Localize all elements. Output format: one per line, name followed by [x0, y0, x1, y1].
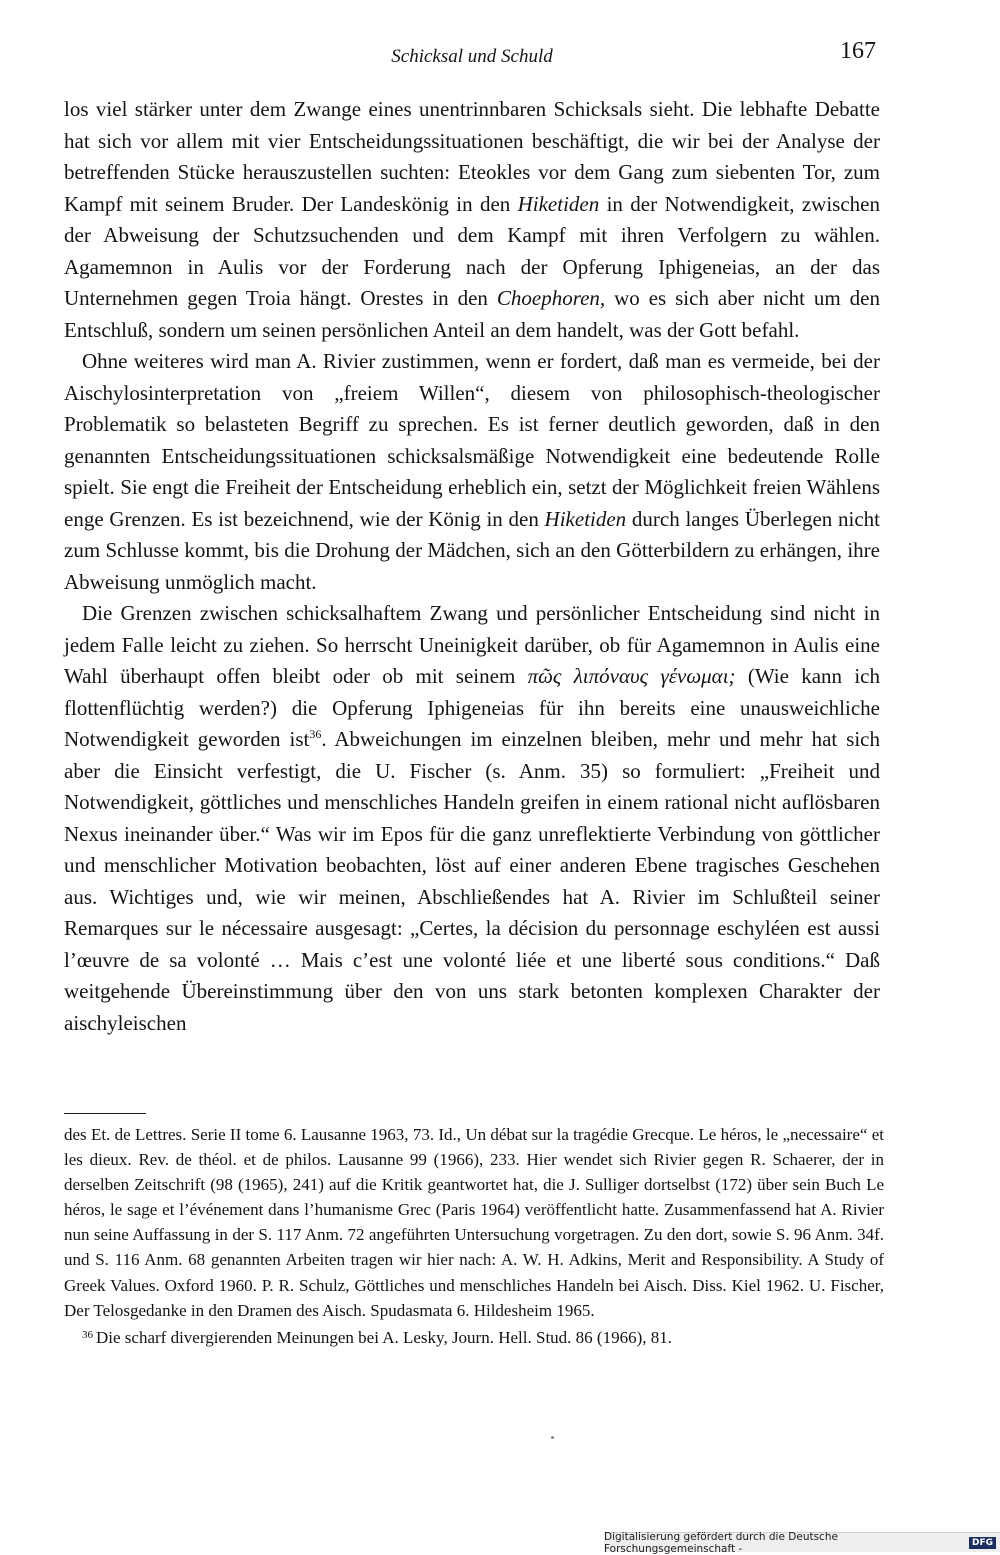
dfg-logo: DFG — [969, 1537, 996, 1549]
footnote-separator — [64, 1113, 146, 1114]
main-text — [64, 94, 880, 1039]
paragraph-2 — [64, 346, 880, 598]
text-span: (Wie kann ich flottenflüchtig werden?) die Opferung Iphigeneias für ihn bereits eine unausweichliche Notwendigkeit geworden ist — [64, 664, 880, 751]
text-span: in der Notwendigkeit, zwischen der Abweisung der Schutzsuchenden und dem Kampf mit ihren Verfolgern zu wählen. Agamemnon in Aulis vor der Forderung nach der Opferung Iphigeneias, an der das Unternehmen gegen Troia hängt. Orestes in den — [64, 191, 880, 310]
page-number: 167 — [840, 38, 876, 64]
paragraph-1 — [64, 94, 880, 346]
scan-speck — [551, 1436, 554, 1439]
digitization-credit — [604, 1530, 1000, 1555]
running-head: Schicksal und Schuld — [391, 46, 553, 67]
text-span: durch langes Überlegen nicht zum Schlusse kommt, bis die Drohung der Mädchen, sich an den Götterbildern zu erhängen, ihre Abweisung unmöglich macht. — [64, 506, 880, 594]
footnote-text: Die scharf divergierenden Meinungen bei A. Lesky, Journ. Hell. Stud. 86 (1966), 81. — [96, 1327, 672, 1347]
italic-title-hiketiden: Hiketiden — [517, 191, 600, 216]
footnote-reference-36[interactable]: 36 — [309, 727, 322, 741]
footnote-marker: 36 — [82, 1328, 93, 1341]
greek-quote: πῶς λιπόναυς γένωμαι; — [527, 664, 736, 688]
footnote-continuation: des Et. de Lettres. Serie II tome 6. Lausanne 1963, 73. Id., Un débat sur la tragédie Grecque. Le héros, le „necessaire“ et les dieux. Rev. de théol. et de philos. Lausanne 99 (1966), 233. Hier wendet sich Rivier gegen R. Schaerer, der in derselben Zeitschrift (98 (1965), 241) auf die Kritik geantwortet hat, die J. Sulliger dortselbst (172) über sein Buch Le héros, le sage et l’événement dans l’humanisme Grec (Paris 1964) veröffentlicht hatte. Zusammenfassend hat A. Rivier nun seine Auffassung in der S. 117 Anm. 72 angeführten Untersuchung vorgetragen. Zu den dort, sowie S. 96 Anm. 34f. und S. 116 Anm. 68 genannten Arbeiten tragen wir hier nach: A. W. H. Adkins, Merit and Responsibility. A Study of Greek Values. Oxford 1960. P. R. Schulz, Göttliches und menschliches Handeln bei Aisch. Diss. Kiel 1962. U. Fischer, Der Telosgedanke in den Dramen des Aisch. Spudasmata 6. Hildesheim 1965. — [64, 1125, 884, 1320]
text-span: Die Grenzen zwischen schicksalhaftem Zwang und persönlicher Entscheidung sind nicht in jedem Falle leicht zu ziehen. So herrscht Uneinigkeit darüber, ob für Agamemnon in Aulis eine Wahl überhaupt offen bleibt oder ob mit seinem — [64, 601, 880, 688]
footnote-36 — [64, 1323, 884, 1350]
italic-title-choephoren: Choephoren, — [496, 286, 606, 310]
credit-text: Digitalisierung gefördert durch die Deutsche Forschungsgemeinschaft - — [604, 1530, 838, 1555]
text-span: Ohne weiteres wird man A. Rivier zustimmen, wenn er fordert, daß man es vermeide, bei der Aischylosinterpretation von „freiem Willen“, diesem von philosophisch-theologischer Problematik so belasteten Begriff zu sprechen. Es ist ferner deutlich geworden, daß in den genannten Entscheidungssituationen schicksalsmäßige Notwendigkeit eine bedeutende Rolle spielt. Sie engt die Freiheit der Entscheidung erheblich ein, setzt der Möglichkeit freien Wählens enge Grenzen. Es ist bezeichnend, wie der König in den — [64, 349, 880, 531]
page-header — [64, 38, 880, 78]
text-span: wo es sich aber nicht um den Entschluß, sondern um seinen persönlichen Anteil an dem handelt, was der Gott befahl. — [64, 286, 880, 342]
text-span: los viel stärker unter dem Zwange eines unentrinnbaren Schicksals sieht. Die lebhafte Debatte hat sich vor allem mit vier Entscheidungssituationen beschäftigt, die wir bei der Analyse der betreffenden Stücke herauszustellen suchten: Eteokles vor dem Gang zum siebenten Tor, zum Kampf mit seinem Bruder. Der Landeskönig in den — [64, 97, 880, 216]
footnotes — [64, 1122, 884, 1350]
paragraph-3 — [64, 598, 880, 1039]
text-span: . Abweichungen im einzelnen bleiben, mehr und mehr hat sich aber die Einsicht verfestigt, die U. Fischer (s. Anm. 35) so formuliert: „Freiheit und Notwendigkeit, göttliches und menschliches Handeln greifen in einem rational nicht auflösbaren Nexus ineinander über.“ Was wir im Epos für die ganz unreflektierte Verbindung von göttlicher und menschlicher Motivation beobachten, löst auf einer anderen Ebene tragisches Geschehen aus. Wichtiges und, wie wir meinen, Abschließendes hat A. Rivier im Schlußteil seiner Remarques sur le nécessaire ausgesagt: „Certes, la décision du personnage eschyléen est aussi l’œuvre de sa volonté … Mais c’est une volonté liée et une liberté sous conditions.“ Daß weitgehende Übereinstimmung über den von uns stark betonten komplexen Charakter der aischyleischen — [64, 727, 881, 1035]
italic-title-hiketiden: Hiketiden — [544, 506, 627, 531]
